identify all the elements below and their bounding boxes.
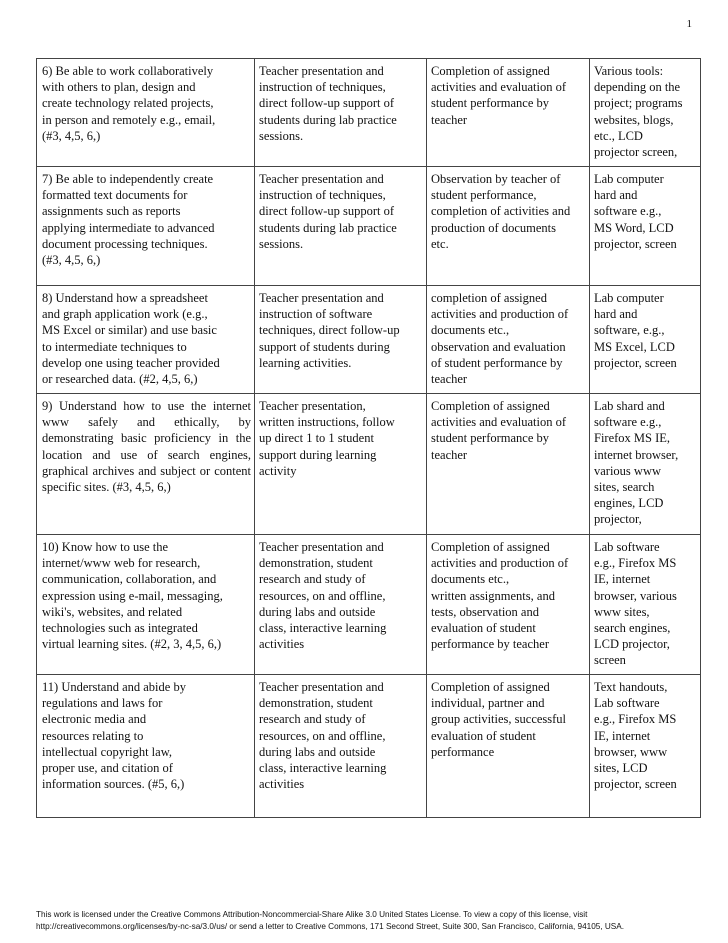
- strategy-cell: Teacher presentation and instruction of techniques, direct follow-up support of students during lab practice sessions.: [255, 167, 427, 286]
- outcomes-table: [36, 58, 701, 818]
- resources-cell: Lab computer hard and software e.g., MS Word, LCD projector, screen: [590, 167, 701, 286]
- page-number: 1: [686, 18, 692, 30]
- assessment-cell: Completion of assigned individual, partner and group activities, successful evaluation of student performance: [427, 675, 590, 818]
- assessment-cell: completion of assigned activities and production of documents etc., observation and evaluation of student performance by teacher: [427, 286, 590, 394]
- table-row: [37, 675, 701, 818]
- assessment-cell: Completion of assigned activities and production of documents etc., written assignments, and tests, observation and evaluation of student performance by teacher: [427, 535, 590, 675]
- strategy-cell: Teacher presentation, written instructions, follow up direct 1 to 1 student support during learning activity: [255, 394, 427, 535]
- license-text: This work is licensed under the Creative Commons Attribution-Noncommercial-Share Alike 3.0 United States License. To view a copy of this license, visit: [36, 910, 588, 919]
- table-row: [37, 394, 701, 535]
- assessment-cell: Observation by teacher of student performance, completion of activities and production of documents etc.: [427, 167, 590, 286]
- resources-cell: Various tools: depending on the project; programs websites, blogs, etc., LCD projector screen,: [590, 59, 701, 167]
- table-row: [37, 59, 701, 167]
- table-row: [37, 286, 701, 394]
- outcome-cell: 10) Know how to use the internet/www web for research, communication, collaboration, and expression using e-mail, messaging, wiki's, websites, and related technologies such as integrated virtual learning sites. (#2, 3, 4,5, 6,): [37, 535, 255, 675]
- resources-cell: Lab software e.g., Firefox MS IE, internet browser, various www sites, search engines, LCD projector, screen: [590, 535, 701, 675]
- resources-cell: Lab computer hard and software, e.g., MS Excel, LCD projector, screen: [590, 286, 701, 394]
- table-row: [37, 535, 701, 675]
- strategy-cell: Teacher presentation and instruction of software techniques, direct follow-up support of students during learning activities.: [255, 286, 427, 394]
- outcome-cell: 8) Understand how a spreadsheet and graph application work (e.g., MS Excel or similar) and use basic to intermediate techniques to develop one using teacher provided or researched data. (#2, 4,5, 6,): [37, 286, 255, 394]
- assessment-cell: Completion of assigned activities and evaluation of student performance by teacher: [427, 394, 590, 535]
- outcome-cell: 11) Understand and abide by regulations and laws for electronic media and resources relating to intellectual copyright law, proper use, and citation of information sources. (#5, 6,): [37, 675, 255, 818]
- resources-cell: Lab shard and software e.g., Firefox MS IE, internet browser, various www sites, search engines, LCD projector,: [590, 394, 701, 535]
- table-row: [37, 167, 701, 286]
- license-footer: [36, 909, 706, 932]
- strategy-cell: Teacher presentation and demonstration, student research and study of resources, on and offline, during labs and outside class, interactive learning activities: [255, 535, 427, 675]
- outcome-cell: 9) Understand how to use the internet www safely and ethically, by demonstrating basic proficiency in the location and use of search engines, graphical archives and subject or content specific sites. (#3, 4,5, 6,): [37, 394, 255, 535]
- assessment-cell: Completion of assigned activities and evaluation of student performance by teacher: [427, 59, 590, 167]
- outcome-cell: 7) Be able to independently create formatted text documents for assignments such as reports applying intermediate to advanced document processing techniques. (#3, 4,5, 6,): [37, 167, 255, 286]
- resources-cell: Text handouts, Lab software e.g., Firefox MS IE, internet browser, www sites, LCD projector, screen: [590, 675, 701, 818]
- strategy-cell: Teacher presentation and instruction of techniques, direct follow-up support of students during lab practice sessions.: [255, 59, 427, 167]
- license-link-text: http://creativecommons.org/licenses/by-nc-sa/3.0/us/ or send a letter to Creative Commons, 171 Second Street, Suite 300, San Francisco, California, 94105, USA.: [36, 921, 624, 931]
- strategy-cell: Teacher presentation and demonstration, student research and study of resources, on and offline, during labs and outside class, interactive learning activities: [255, 675, 427, 818]
- outcome-cell: 6) Be able to work collaboratively with others to plan, design and create technology related projects, in person and remotely e.g., email, (#3, 4,5, 6,): [37, 59, 255, 167]
